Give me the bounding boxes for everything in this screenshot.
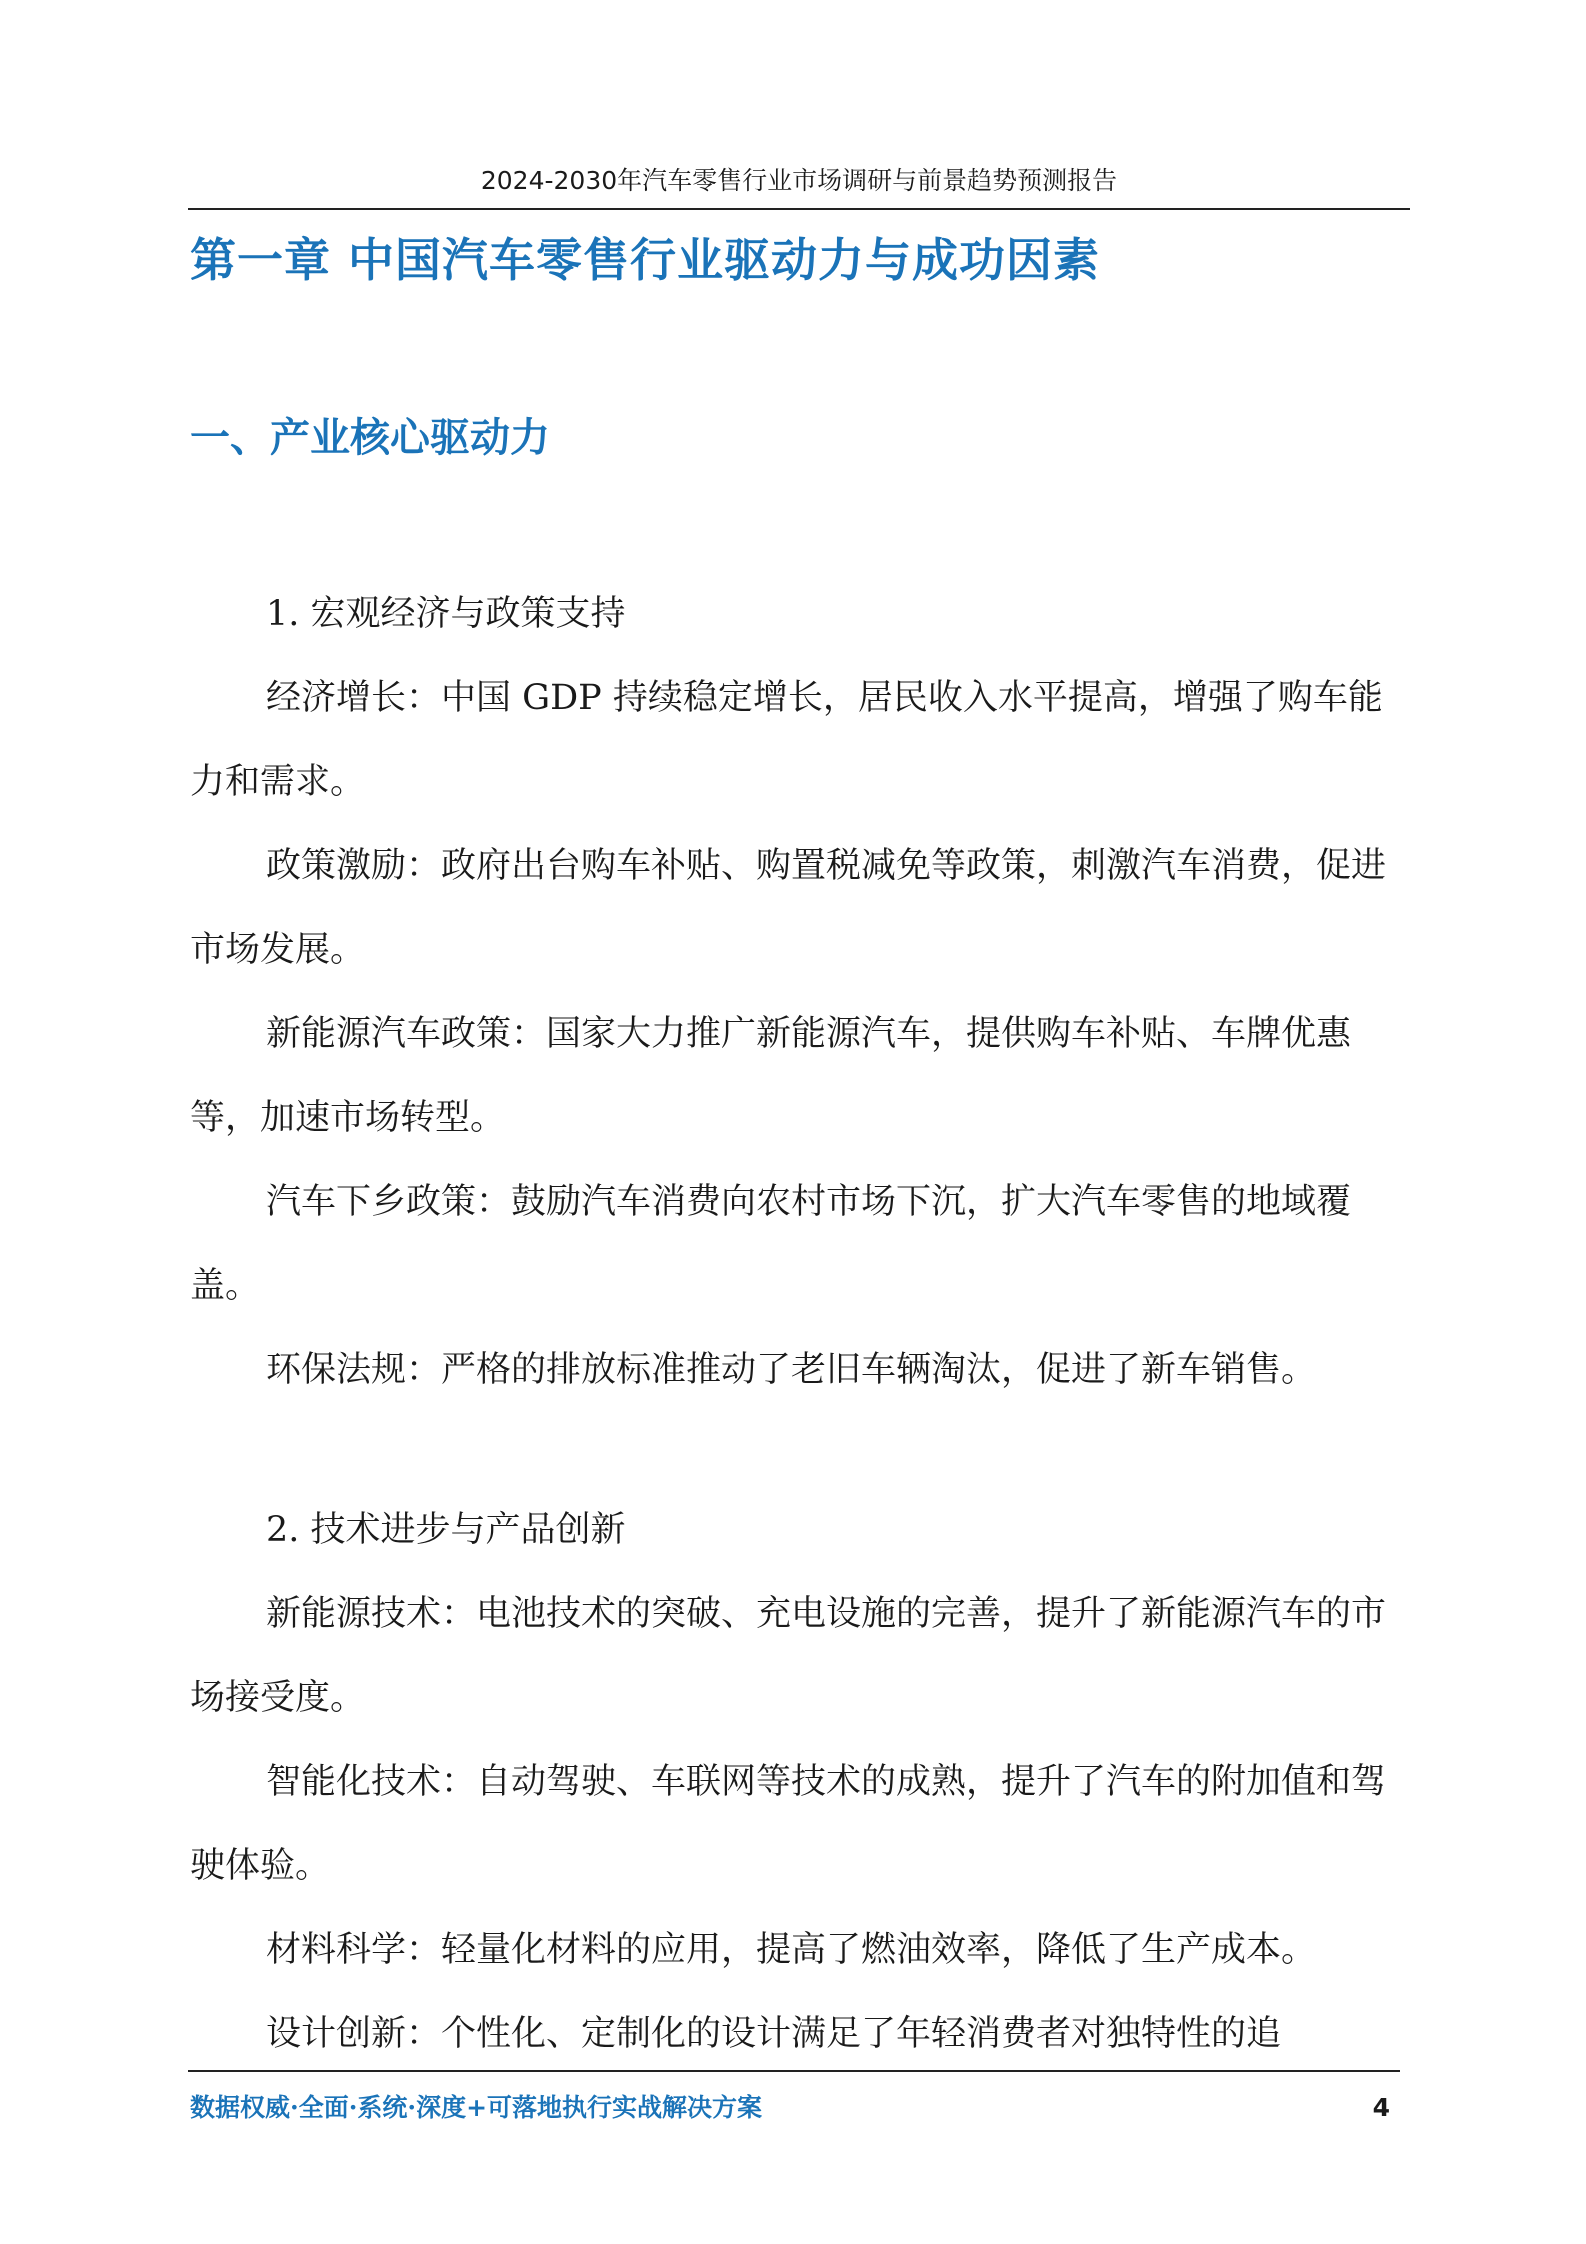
subsection-technology-innovation: [190, 1488, 1400, 2076]
footer-slogan: 数据权威·全面·系统·深度+可落地执行实战解决方案: [190, 2093, 763, 2122]
paragraph-nev-technology: 新能源技术：电池技术的突破、充电设施的完善，提升了新能源汽车的市场接受度。: [190, 1594, 1387, 1718]
subsection-heading: 1. 宏观经济与政策支持: [266, 594, 626, 634]
running-header: 2024-2030年汽车零售行业市场调研与前景趋势预测报告: [480, 166, 1118, 195]
section-title: 一、产业核心驱动力: [190, 415, 550, 461]
paragraph-policy-incentive: 政策激励：政府出台购车补贴、购置税减免等政策，刺激汽车消费，促进市场发展。: [190, 846, 1387, 970]
paragraph-environmental-rules: 环保法规：严格的排放标准推动了老旧车辆淘汰，促进了新车销售。: [266, 1350, 1317, 1390]
footer-divider: [188, 2070, 1400, 2072]
subsection-macro-policy: [190, 572, 1400, 1412]
paragraph-rural-policy: 汽车下乡政策：鼓励汽车消费向农村市场下沉，扩大汽车零售的地域覆盖。: [190, 1182, 1352, 1306]
paragraph-material-science: 材料科学：轻量化材料的应用，提高了燃油效率，降低了生产成本。: [266, 1930, 1317, 1970]
subsection-heading: 2. 技术进步与产品创新: [266, 1510, 626, 1550]
header-divider: [188, 208, 1410, 210]
paragraph-nev-policy: 新能源汽车政策：国家大力推广新能源汽车，提供购车补贴、车牌优惠等，加速市场转型。: [190, 1014, 1352, 1138]
paragraph-design-innovation: 设计创新：个性化、定制化的设计满足了年轻消费者对独特性的追: [266, 2014, 1282, 2054]
page-number: 4: [1372, 2093, 1390, 2122]
chapter-title: 第一章 中国汽车零售行业驱动力与成功因素: [190, 233, 1101, 287]
paragraph-economic-growth: 经济增长：中国 GDP 持续稳定增长，居民收入水平提高，增强了购车能力和需求。: [190, 678, 1383, 802]
paragraph-smart-technology: 智能化技术：自动驾驶、车联网等技术的成熟，提升了汽车的附加值和驾驶体验。: [190, 1762, 1387, 1886]
